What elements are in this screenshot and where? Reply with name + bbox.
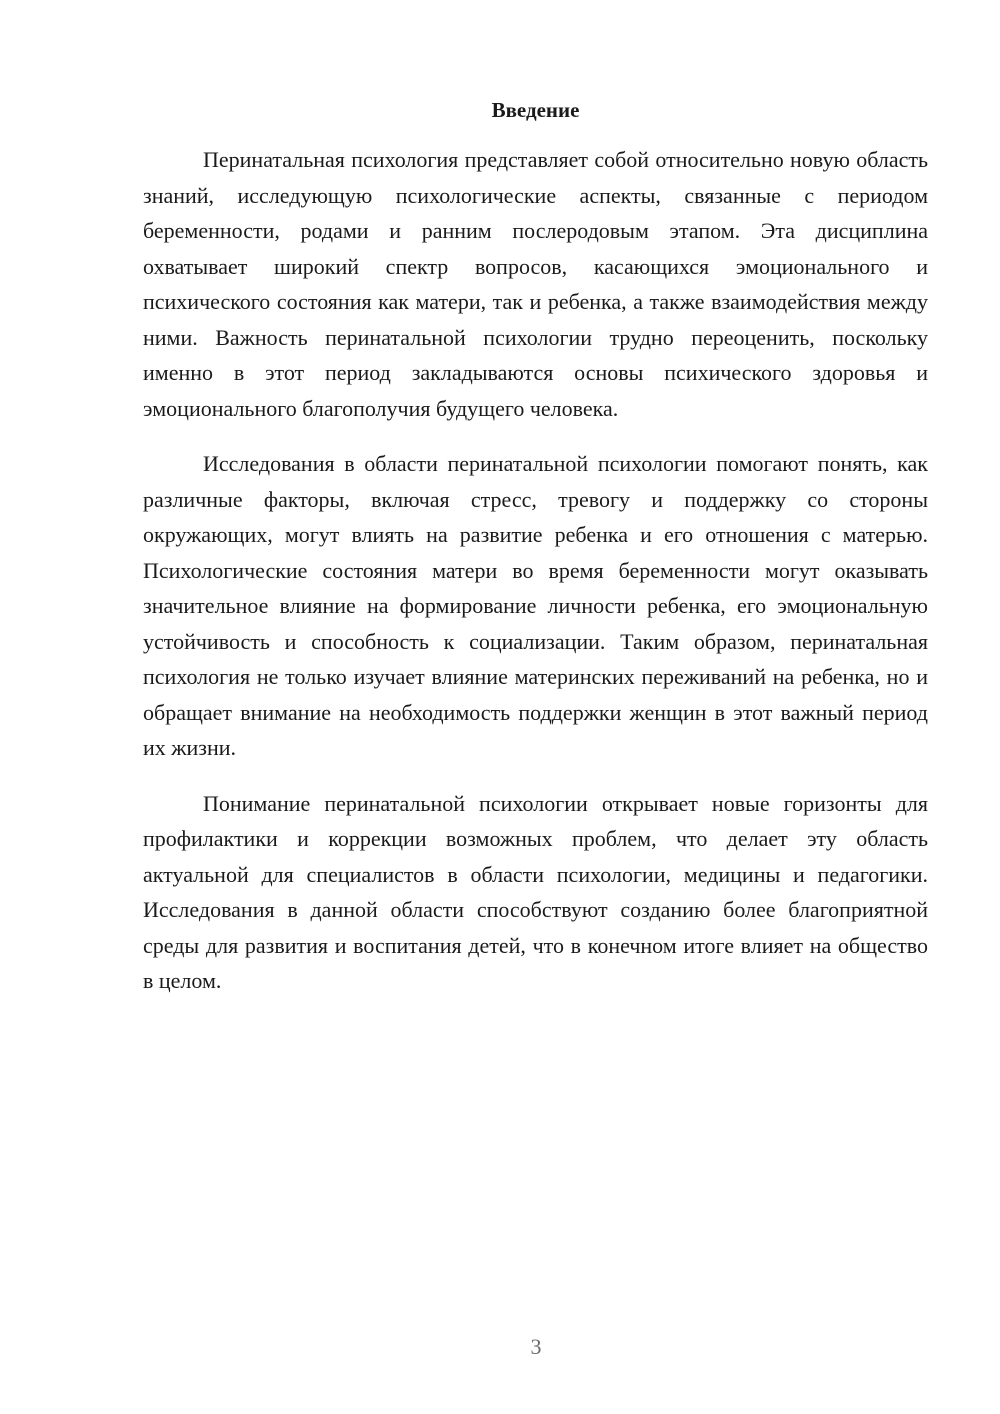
- section-heading: Введение: [491, 98, 580, 122]
- page-content: [143, 96, 928, 1019]
- paragraph-1: Перинатальная психология представляет собой относительно новую область знаний, исследующую психологические аспекты, связанные с периодом беременности, родами и ранним послеродовым этапом. Эта дисциплина охватывает широкий спектр вопросов, касающихся эмоционального и психического состояния как матери, так и ребенка, а также взаимодействия между ними. Важность перинатальной психологии трудно переоценить, поскольку именно в этот период закладываются основы психического здоровья и эмоционального благополучия будущего человека.: [143, 147, 928, 421]
- paragraph-3: Понимание перинатальной психологии открывает новые горизонты для профилактики и коррекции возможных проблем, что делает эту область актуальной для специалистов в области психологии, медицины и педагогики. Исследования в данной области способствуют созданию более благоприятной среды для развития и воспитания детей, что в конечном итоге влияет на общество в целом.: [143, 790, 928, 993]
- paragraph-2: Исследования в области перинатальной психологии помогают понять, как различные факторы, включая стресс, тревогу и поддержку со стороны окружающих, могут влиять на развитие ребенка и его отношения с матерью. Психологические состояния матери во время беременности могут оказывать значительное влияние на формирование личности ребенка, его эмоциональную устойчивость и способность к социализации. Таким образом, перинатальная психология не только изучает влияние материнских переживаний на ребенка, но и обращает внимание на необходимость поддержки женщин в этот важный период их жизни.: [143, 451, 928, 760]
- page-number: 3: [530, 1334, 542, 1359]
